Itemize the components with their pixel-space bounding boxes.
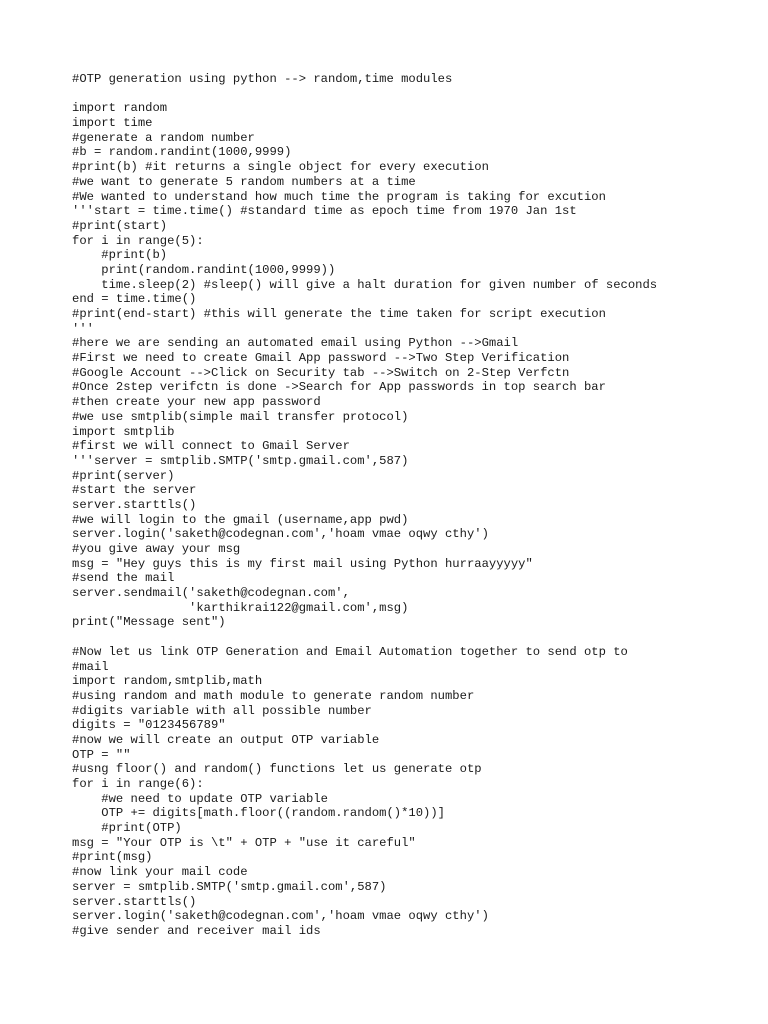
code-line: #print(OTP) — [72, 821, 182, 836]
code-line: #mail — [72, 659, 109, 674]
code-line: #we use smtplib(simple mail transfer protocol) — [72, 409, 409, 424]
code-line: #here we are sending an automated email using Python -->Gmail — [72, 336, 519, 351]
code-line: 'karthikrai122@gmail.com',msg) — [72, 600, 409, 615]
code-line: #we want to generate 5 random numbers at a time — [72, 174, 416, 189]
code-line: #print(end-start) #this will generate the time taken for script execution — [72, 307, 606, 321]
code-line: #digits variable with all possible number — [72, 703, 372, 718]
code-line: #print(b) — [72, 248, 168, 263]
code-line: import smtplib — [72, 424, 175, 439]
code-line: #we will login to the gmail (username,app pwd) — [72, 512, 409, 527]
code-line: digits = "0123456789" — [72, 718, 226, 733]
code-line: #Now let us link OTP Generation and Email Automation together to send otp to — [72, 644, 628, 659]
code-line: #give sender and receiver mail ids — [72, 923, 321, 938]
code-line: #print(b) #it returns a single object for every execution — [72, 160, 489, 175]
code-line: #usng floor() and random() functions let us generate otp — [72, 762, 482, 777]
code-line: '''server = smtplib.SMTP('smtp.gmail.com',587) — [72, 453, 409, 468]
code-line: #you give away your msg — [72, 542, 241, 556]
code-line: #now link your mail code — [72, 865, 248, 880]
code-line: #send the mail — [72, 571, 175, 586]
code-line: server = smtplib.SMTP('smtp.gmail.com',587) — [72, 879, 387, 894]
code-line: import random,smtplib,math — [72, 674, 263, 689]
code-line: print("Message sent") — [72, 615, 226, 630]
code-text-block — [72, 72, 732, 939]
code-line: OTP = "" — [72, 747, 131, 762]
code-line: #We wanted to understand how much time the program is taking for excution — [72, 189, 606, 204]
code-line: server.starttls() — [72, 497, 197, 512]
code-line — [72, 87, 732, 102]
code-line: msg = "Your OTP is \t" + OTP + "use it careful" — [72, 835, 416, 850]
code-line: for i in range(6): — [72, 777, 204, 791]
code-line: #first we will connect to Gmail Server — [72, 439, 350, 454]
code-line: #generate a random number — [72, 130, 255, 145]
code-line: #then create your new app password — [72, 395, 321, 410]
code-line: server.starttls() — [72, 894, 197, 909]
code-line: end = time.time() — [72, 292, 197, 307]
code-line: #Google Account -->Click on Security tab -->Switch on 2-Step Verfctn — [72, 365, 570, 380]
code-line: #First we need to create Gmail App password -->Two Step Verification — [72, 351, 570, 366]
code-line: #print(server) — [72, 468, 175, 483]
code-line: import time — [72, 116, 153, 131]
code-line: ''' — [72, 321, 94, 336]
code-line — [72, 630, 732, 645]
code-line: '''start = time.time() #standard time as epoch time from 1970 Jan 1st — [72, 204, 577, 219]
code-line: server.sendmail('saketh@codegnan.com', — [72, 586, 350, 601]
code-line: server.login('saketh@codegnan.com','hoam vmae oqwy cthy') — [72, 909, 489, 924]
code-line: #using random and math module to generate random number — [72, 688, 475, 703]
code-line: #print(msg) — [72, 850, 153, 865]
code-line: time.sleep(2) #sleep() will give a halt duration for given number of seconds — [72, 277, 658, 292]
code-line: msg = "Hey guys this is my first mail using Python hurraayyyyy" — [72, 556, 533, 571]
code-line: server.login('saketh@codegnan.com','hoam vmae oqwy cthy') — [72, 527, 489, 542]
code-line: #start the server — [72, 483, 197, 498]
code-line: #we need to update OTP variable — [72, 791, 328, 806]
code-line: for i in range(5): — [72, 233, 204, 248]
code-line: import random — [72, 101, 168, 116]
code-line: #OTP generation using python --> random,time modules — [72, 72, 453, 86]
code-line: #print(start) — [72, 218, 168, 233]
code-line: print(random.randint(1000,9999)) — [72, 262, 336, 277]
code-line: #b = random.randint(1000,9999) — [72, 145, 292, 160]
code-line: OTP += digits[math.floor((random.random()*10))] — [72, 806, 445, 821]
code-line: #Once 2step verifctn is done ->Search for App passwords in top search bar — [72, 380, 606, 395]
code-line: #now we will create an output OTP variable — [72, 732, 380, 747]
